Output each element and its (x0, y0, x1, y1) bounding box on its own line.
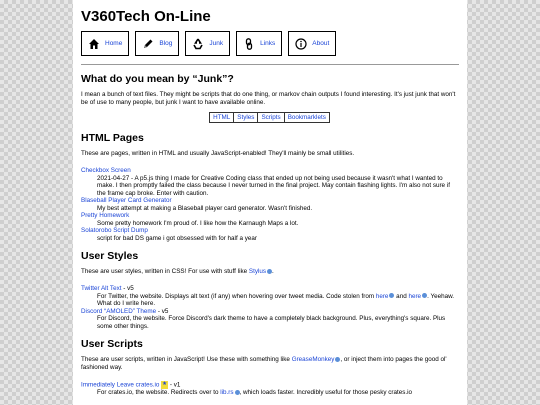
nav-junk-button[interactable] (185, 31, 230, 56)
crates-desc-post: , which loads faster. Incredibly useful for those pesky crates.io (239, 388, 413, 396)
nav-bar (81, 31, 459, 56)
list-item (81, 285, 459, 308)
user-scripts-heading: User Scripts (81, 338, 143, 350)
nav-links-label: Links (260, 40, 276, 47)
solatorobo-link[interactable]: Solatorobo Script Dump (81, 227, 148, 234)
twitter-alt-desc-post: . Yeehaw. What do I write here. (97, 292, 455, 307)
crates-entry (81, 381, 459, 389)
user-styles-text (81, 268, 459, 276)
crates-link[interactable]: Immediately Leave crates.io (81, 381, 160, 389)
blaseball-link[interactable]: Blaseball Player Card Generator (81, 197, 172, 204)
list-item (81, 197, 459, 212)
twitter-alt-desc-mid: and (394, 292, 409, 300)
user-styles-heading: User Styles (81, 250, 139, 262)
stylus-link[interactable]: Stylus (248, 268, 267, 275)
tab-html[interactable]: HTML (209, 112, 234, 123)
crates-desc-pre: For crates.io, the website. Redirects over to (97, 388, 221, 396)
nav-junk-label: Junk (209, 40, 224, 47)
nav-about-label: About (312, 40, 330, 47)
discord-version: - v5 (156, 307, 169, 315)
list-item (81, 308, 459, 331)
list-item (81, 227, 459, 242)
user-scripts-text-pre: These are user scripts, written in JavaScript! Use these with something like (81, 356, 292, 363)
link-icon (243, 38, 255, 50)
user-styles-text-pre: These are user styles, written in CSS! For use with stuff like (81, 268, 249, 275)
discord-desc: For Discord, the website. Force Discord's dark theme to have a completely black background. Plus, everything's square. Plus some other things. (97, 315, 446, 330)
pencil-icon (142, 38, 154, 50)
blaseball-desc: My best attempt at making a Blaseball player card generator. Wasn't finished. (97, 204, 313, 212)
twitter-alt-desc-pre: For Twitter, the website. Displays alt text (if any) when hovering over tweet media. Code stolen from (97, 292, 376, 300)
twitter-alt-link[interactable]: Twitter Alt Text (81, 285, 122, 292)
nav-blog-button[interactable] (135, 31, 179, 56)
here-link-1[interactable]: here (375, 292, 389, 300)
recycle-icon (192, 38, 204, 50)
crates-desc (97, 389, 459, 397)
house-icon (88, 38, 100, 50)
user-scripts-text (81, 356, 459, 372)
list-item (81, 167, 459, 197)
header-divider (81, 64, 459, 65)
html-pages-text: These are pages, written in HTML and usually JavaScript-enabled! They'll mainly be small utilities. (81, 150, 355, 157)
nav-blog-label: Blog (159, 40, 173, 47)
section-tabs (81, 112, 459, 123)
info-icon (295, 38, 307, 50)
site-title: V360Tech On-Line (81, 8, 211, 25)
twitter-alt-desc (97, 293, 459, 308)
list-item (81, 212, 459, 227)
pretty-homework-desc: Some pretty homework I'm proud of. I like how the Karnaugh Maps a lot. (97, 219, 299, 227)
user-styles-text-post: . (272, 268, 274, 275)
checkbox-screen-desc: 2021-04-27 - A p5.js thing I made for Creative Coding class that ended up not being used because it wasn't what I wanted to make. I then promptly failed the class because I never turned in the final project. May contain flashing lights. I'm also not sure if the frame cap broke. Enter with caution. (97, 174, 450, 197)
html-pages-heading: HTML Pages (81, 132, 144, 144)
user-scripts-text-post: , or inject them into pages the good ol' fashioned way. (81, 356, 447, 371)
nav-links-button[interactable] (236, 31, 282, 56)
librs-link[interactable]: lib.rs (220, 388, 234, 396)
discord-theme-link[interactable]: Discord “AMOLED” Theme (81, 307, 157, 315)
greasemonkey-link[interactable]: GreaseMonkey (291, 356, 335, 363)
crates-version: - v1 (168, 381, 181, 389)
nav-about-button[interactable] (288, 31, 336, 56)
twitter-alt-entry (81, 285, 459, 293)
tab-scripts[interactable]: Scripts (257, 112, 284, 123)
intro-heading: What do you mean by “Junk”? (81, 73, 234, 85)
page-content (73, 0, 467, 405)
discord-entry (81, 308, 459, 316)
intro-text: I mean a bunch of text files. They might be scripts that do one thing, or markov chain outputs I found interesting. It's just junk that won't be of use to many people, but junk I want to have available online. (81, 91, 456, 106)
pretty-homework-link[interactable]: Pretty Homework (81, 212, 130, 219)
nav-home-button[interactable] (81, 31, 129, 56)
twitter-alt-version: - v5 (121, 285, 134, 292)
tab-styles[interactable]: Styles (233, 112, 258, 123)
star-badge: ★ (162, 381, 168, 387)
nav-home-label: Home (105, 40, 123, 47)
checkbox-screen-link[interactable]: Checkbox Screen (81, 167, 131, 174)
here-link-2[interactable]: here (408, 292, 422, 300)
tab-bookmarklets[interactable]: Bookmarklets (284, 112, 330, 123)
list-item (81, 381, 459, 396)
solatorobo-desc: script for bad DS game i got obsessed with for half a year (97, 234, 257, 242)
